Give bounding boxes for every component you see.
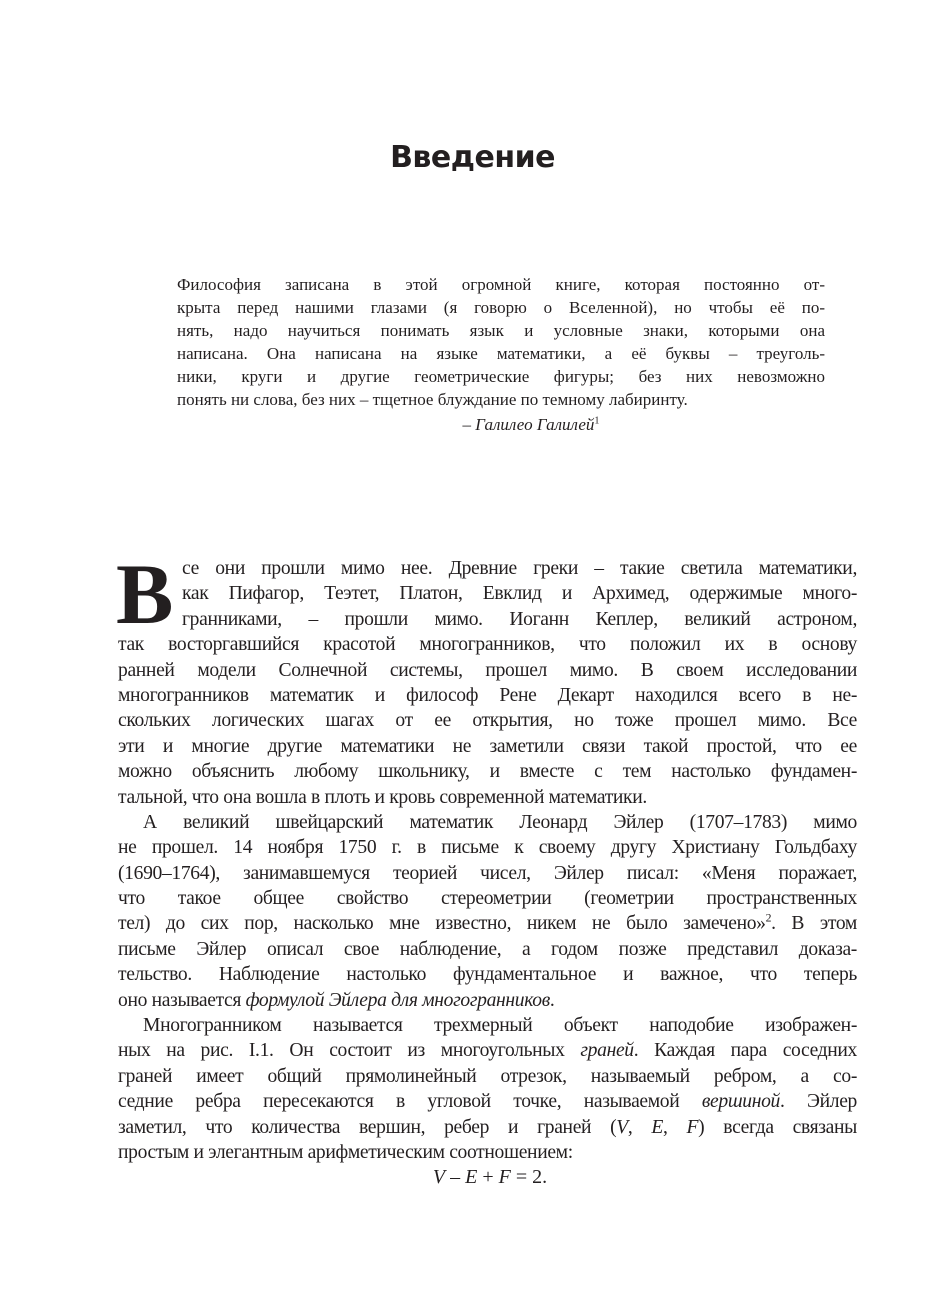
paragraph-line (118, 785, 857, 810)
text-segment: . (549, 989, 555, 1011)
italic-text: F (498, 1166, 511, 1188)
epigraph-line: ники, круги и другие геометрические фигуры; без них невозможно (177, 367, 825, 386)
paragraph-line (118, 911, 857, 936)
text-segment: (1690–1764), занимавшемуся теорией чисел, Эйлер писал: «Меня поражает, (118, 862, 857, 884)
text-segment: седние ребра пересекаются в угловой точке, называемой (118, 1091, 702, 1113)
text-segment: оно называется (118, 989, 246, 1011)
italic-text: E (465, 1166, 478, 1188)
text-segment: . Эйлер (780, 1091, 857, 1113)
text-segment: се они прошли мимо нее. Древние греки – такие светила математики, (182, 558, 857, 579)
text-segment: – (445, 1166, 466, 1188)
text-segment: А великий швейцарский математик Леонард Эйлер (1707–1783) мимо (143, 811, 857, 833)
text-segment: ) всегда связаны (698, 1116, 857, 1138)
text-segment: = 2. (510, 1166, 548, 1188)
epigraph (177, 273, 825, 436)
text-segment: можно объяснить любому школьнику, и вместе с тем настолько фундамен- (118, 761, 857, 783)
text-segment: , (627, 1116, 652, 1138)
text-segment: ранней модели Солнечной системы, прошел мимо. В своем исследовании (118, 659, 857, 681)
paragraph-line (118, 886, 857, 911)
paragraph-line (118, 683, 857, 708)
euler-formula (0, 1166, 945, 1189)
text-segment: письме Эйлер описал свое наблюдение, а годом позже представил доказа- (118, 938, 857, 960)
text-segment: скольких логических шагах от ее открытия, но тоже прошел мимо. Все (118, 710, 857, 732)
footnote-mark[interactable]: 1 (594, 415, 600, 427)
text-segment: как Пифагор, Теэтет, Платон, Евклид и Архимед, одержимые много- (182, 583, 857, 605)
paragraph-line (118, 810, 857, 835)
text-segment: тел) до сих пор, насколько мне известно, никем не было замечено» (118, 913, 766, 935)
paragraph-line (118, 1115, 857, 1140)
text-segment: многогранников математик и философ Рене Декарт находился всего в не- (118, 684, 857, 706)
text-segment: + (477, 1166, 499, 1188)
paragraph-line (118, 962, 857, 987)
text-segment: тельство. Наблюдение настолько фундаментальное и важное, что теперь (118, 964, 857, 986)
epigraph-line: понять ни слова, без них – тщетное блуждание по темному лабиринту. (177, 390, 688, 409)
italic-text: граней (580, 1040, 634, 1062)
footnote-mark[interactable]: 2 (765, 911, 772, 925)
text-segment: не прошел. 14 ноября 1750 г. в письме к своему другу Христиану Гольдбаху (118, 837, 857, 859)
author-name: – Галилео Галилей (462, 415, 595, 434)
text-segment: . В этом (771, 913, 857, 935)
paragraph-line (118, 632, 857, 657)
paragraph-line (118, 1089, 857, 1114)
paragraph-line (118, 658, 857, 683)
paragraph-line (118, 1038, 857, 1063)
text-segment: тальной, что она вошла в плоть и кровь современной математики. (118, 786, 647, 808)
text-segment: , (663, 1116, 687, 1138)
epigraph-author (177, 411, 825, 436)
epigraph-text (177, 273, 825, 411)
paragraph-line (118, 1140, 857, 1165)
paragraph-line (118, 759, 857, 784)
body-text (116, 546, 858, 1165)
italic-text: V (432, 1166, 446, 1188)
paragraph-line (118, 937, 857, 962)
page-title: Введение (390, 140, 555, 176)
italic-text: вершиной (701, 1091, 780, 1113)
text-segment: граней имеет общий прямолинейный отрезок, называемый ребром, а со- (118, 1065, 857, 1087)
italic-text: F (686, 1116, 699, 1138)
text-segment: заметил, что количества вершин, ребер и граней ( (118, 1116, 617, 1138)
paragraph-line (118, 988, 857, 1013)
paragraph-line (118, 861, 857, 886)
text-segment: что такое общее свойство стереометрии (геометрии пространственных (118, 888, 857, 910)
text-segment: эти и многие другие математики не заметили связи такой простой, что ее (118, 735, 857, 757)
epigraph-line: крыта перед нашими глазами (я говорю о Вселенной), но чтобы её по- (177, 298, 825, 317)
italic-text: E (651, 1116, 664, 1138)
italic-text: формулой Эйлера для многогранников (245, 989, 550, 1011)
epigraph-line: нять, надо научиться понимать язык и условные знаки, которыми она (177, 321, 825, 340)
text-segment: так восторгавшийся красотой многогранников, что положил их в основу (118, 634, 857, 656)
paragraph-line (118, 556, 857, 581)
drop-cap: В (116, 546, 174, 642)
text-segment: простым и элегантным арифметическим соотношением: (118, 1141, 573, 1163)
epigraph-line: Философия записана в этой огромной книге, которая постоянно от- (177, 275, 825, 294)
paragraph-line (118, 607, 857, 632)
paragraph-line (118, 708, 857, 733)
text-segment: ных на рис. I.1. Он состоит из многоугольных (118, 1040, 581, 1062)
paragraph-line (118, 1013, 857, 1038)
text-segment: гранниками, – прошли мимо. Иоганн Кеплер, великий астроном, (182, 608, 857, 630)
paragraph-line (118, 835, 857, 860)
paragraph-line (118, 1064, 857, 1089)
paragraph-line (118, 581, 857, 606)
italic-text: V (616, 1116, 628, 1138)
text-segment: . Каждая пара соседних (633, 1040, 858, 1062)
epigraph-line: написана. Она написана на языке математики, а её буквы – треуголь- (177, 344, 825, 363)
paragraph-line (118, 734, 857, 759)
text-segment: Многогранником называется трехмерный объект наподобие изображен- (143, 1015, 857, 1037)
